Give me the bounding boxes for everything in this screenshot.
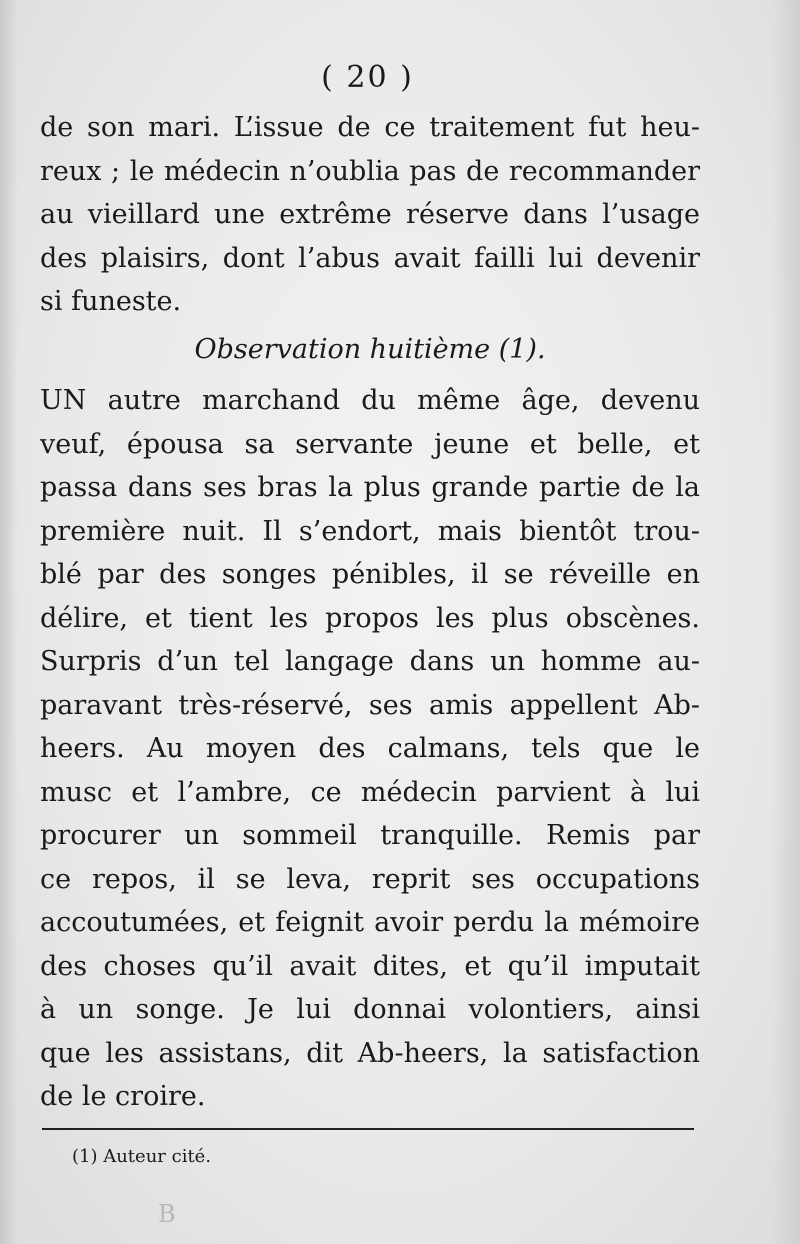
- signature-mark: B: [158, 1200, 176, 1228]
- text-line: à un songe. Je lui donnai volontiers, ainsi: [40, 994, 700, 1025]
- text-line: reux ; le médecin n’oublia pas de recommander: [40, 155, 700, 187]
- text-line: si funeste.: [40, 286, 182, 317]
- text-line: UN autre marchand du même âge, devenu: [40, 385, 700, 416]
- text-line: paravant très-réservé, ses amis appellent Ab-: [40, 689, 700, 721]
- body-text: [40, 106, 700, 1119]
- text-line: heers. Au moyen des calmans, tels que le: [40, 733, 700, 764]
- text-line: ce repos, il se leva, reprit ses occupations: [40, 863, 700, 895]
- text-line: procurer un sommeil tranquille. Remis par: [40, 820, 700, 851]
- text-line: au vieillard une extrême réserve dans l’usage: [40, 199, 700, 230]
- text-line: que les assistans, dit Ab-heers, la satisfaction: [40, 1037, 700, 1069]
- text-line: accoutumées, et feignit avoir perdu la mémoire: [40, 907, 700, 938]
- section-heading: Observation huitième (1).: [194, 333, 546, 365]
- text-line: passa dans ses bras la plus grande partie de la: [40, 472, 700, 503]
- text-line: des plaisirs, dont l’abus avait failli lui devenir: [40, 242, 700, 274]
- text-line: de le croire.: [40, 1081, 206, 1112]
- footnote-divider: [42, 1128, 694, 1130]
- text-line: veuf, épousa sa servante jeune et belle, et: [40, 428, 700, 460]
- text-line: délire, et tient les propos les plus obscènes.: [40, 602, 700, 634]
- footnote: (1) Auteur cité.: [72, 1146, 212, 1167]
- text-line: des choses qu’il avait dites, et qu’il imputait: [40, 950, 700, 982]
- text-line: première nuit. Il s’endort, mais bientôt trou-: [40, 515, 700, 547]
- text-line: musc et l’ambre, ce médecin parvient à lui: [40, 776, 700, 808]
- page-edge-left: [0, 0, 18, 1244]
- text-line: de son mari. L’issue de ce traitement fut heu-: [40, 112, 700, 143]
- text-line: blé par des songes pénibles, il se réveille en: [40, 559, 700, 590]
- page-edge-right: [772, 0, 800, 1244]
- text-line: Surpris d’un tel langage dans un homme au-: [40, 646, 700, 677]
- page-number: ( 20 ): [321, 60, 414, 95]
